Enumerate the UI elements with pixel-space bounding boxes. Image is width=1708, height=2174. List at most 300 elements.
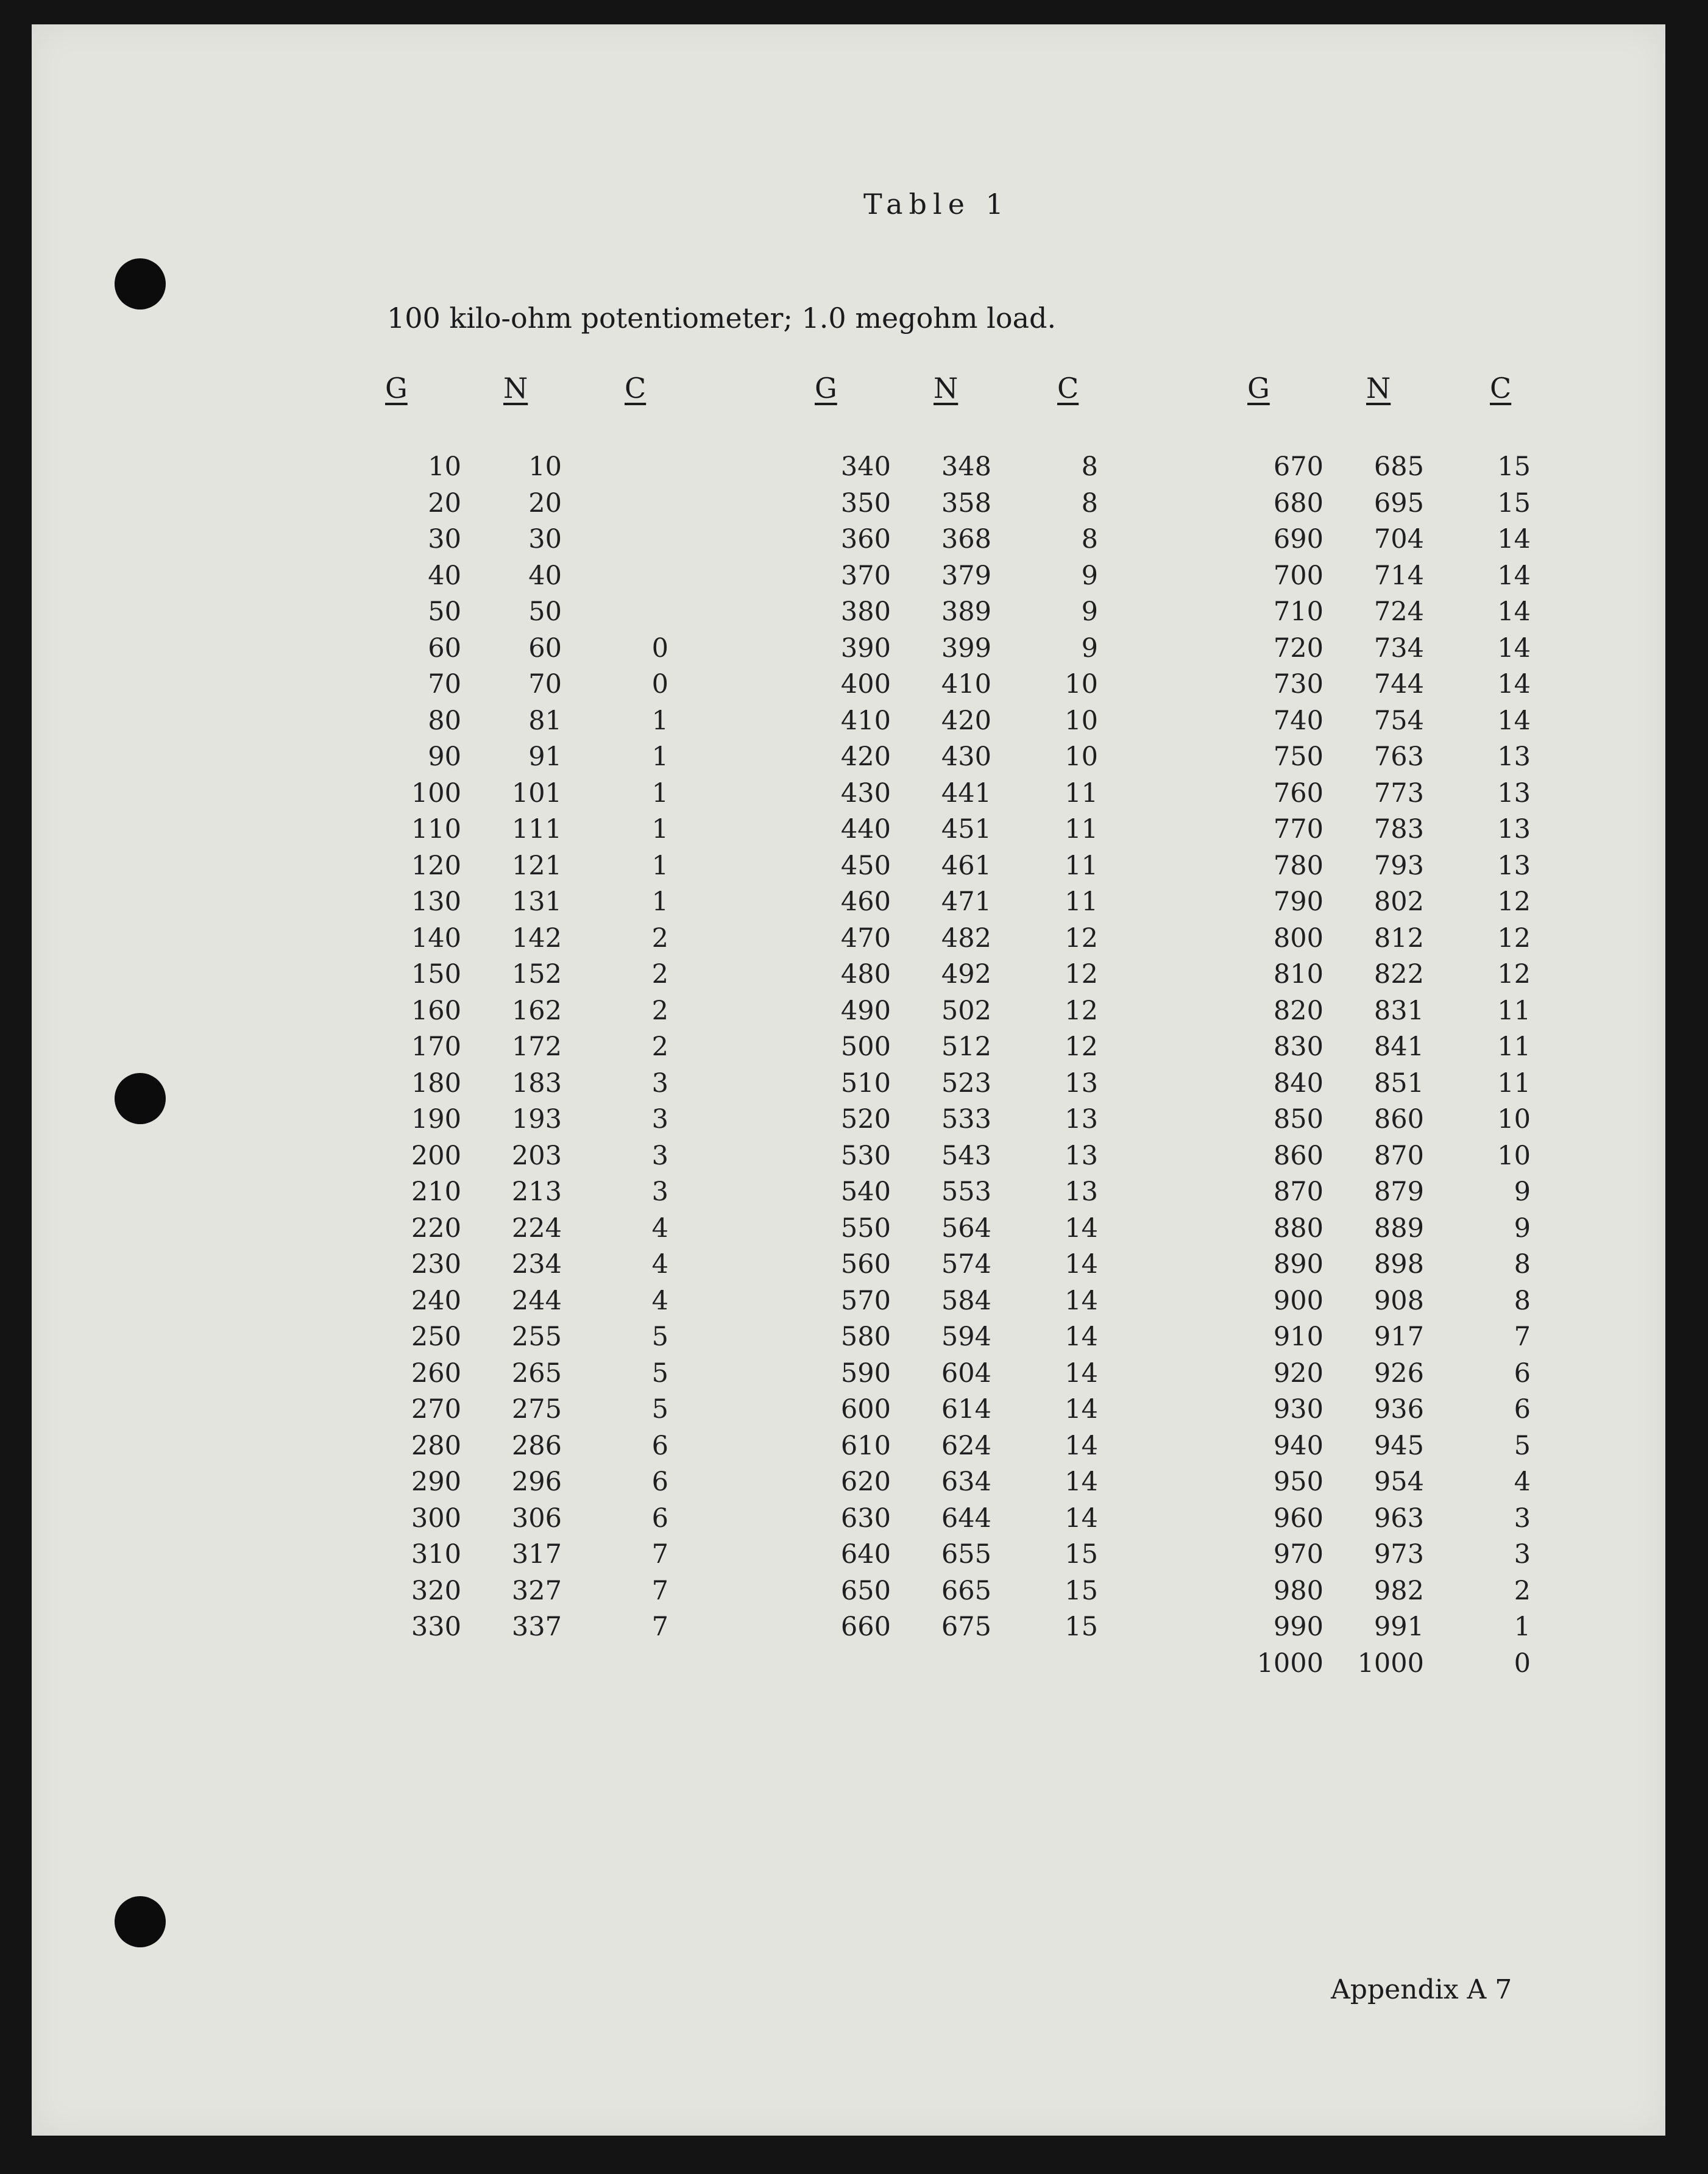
cell-c: 5	[651, 1322, 668, 1352]
cell-n: 624	[941, 1430, 991, 1461]
cell-g: 580	[840, 1322, 891, 1352]
cell-c: 1	[651, 777, 668, 809]
cell-g: 330	[411, 1612, 461, 1642]
cell-g: 810	[1273, 959, 1324, 990]
table-row	[385, 776, 668, 812]
table-row	[815, 884, 1098, 921]
cell-g: 530	[840, 1140, 891, 1171]
table-row	[1247, 1066, 1531, 1102]
cell-g: 730	[1273, 669, 1324, 699]
cell-g: 670	[1273, 451, 1324, 482]
cell-c: 10	[1497, 1140, 1531, 1171]
cell-n: 754	[1373, 705, 1424, 736]
cell-c: 2	[1514, 1575, 1531, 1606]
cell-c: 15	[1497, 451, 1531, 482]
table-row	[1247, 921, 1531, 957]
table-row	[385, 1174, 668, 1211]
cell-g: 850	[1273, 1104, 1324, 1135]
table-row	[815, 1174, 1098, 1211]
cell-g: 780	[1273, 850, 1324, 881]
cell-n: 142	[511, 922, 562, 954]
cell-g: 200	[411, 1140, 461, 1171]
table-row	[385, 1102, 668, 1138]
cell-g: 300	[411, 1503, 461, 1534]
cell-g: 770	[1273, 814, 1324, 844]
table-row	[1247, 1029, 1531, 1066]
cell-c: 9	[1081, 597, 1098, 627]
cell-g: 190	[411, 1104, 461, 1135]
cell-c: 10	[1065, 669, 1098, 699]
table-row	[385, 848, 668, 885]
cell-g: 800	[1273, 922, 1324, 954]
cell-n: 926	[1373, 1358, 1424, 1389]
cell-g: 50	[428, 597, 461, 627]
cell-n: 533	[941, 1104, 991, 1135]
cell-n: 973	[1373, 1539, 1424, 1570]
table-row	[1247, 1609, 1531, 1646]
cell-g: 340	[840, 451, 891, 482]
cell-n: 908	[1373, 1285, 1424, 1316]
table-row	[815, 1464, 1098, 1501]
cell-c: 8	[1514, 1249, 1531, 1280]
cell-n: 584	[941, 1285, 991, 1316]
cell-g: 470	[840, 922, 891, 954]
cell-g: 500	[840, 1032, 891, 1062]
table-row	[385, 1138, 668, 1175]
cell-n: 812	[1373, 922, 1424, 954]
cell-g: 990	[1273, 1612, 1324, 1642]
cell-g: 360	[840, 524, 891, 554]
table-row	[385, 957, 668, 993]
header-c: C	[1490, 372, 1512, 405]
table-row	[815, 1573, 1098, 1610]
table-row	[1247, 1319, 1531, 1356]
cell-n: 358	[941, 487, 991, 519]
cell-c: 4	[651, 1213, 668, 1244]
cell-c: 10	[1497, 1104, 1531, 1135]
cell-g: 440	[840, 814, 891, 844]
cell-n: 879	[1373, 1177, 1424, 1207]
cell-g: 740	[1273, 705, 1324, 736]
table-row	[815, 921, 1098, 957]
table-row	[385, 1609, 668, 1646]
cell-n: 665	[941, 1575, 991, 1606]
cell-c: 13	[1497, 850, 1531, 881]
table-row	[1247, 1501, 1531, 1537]
cell-c: 5	[651, 1394, 668, 1425]
cell-g: 270	[411, 1394, 461, 1425]
cell-g: 680	[1273, 487, 1324, 519]
cell-c: 15	[1065, 1539, 1098, 1570]
cell-g: 870	[1273, 1177, 1324, 1207]
cell-g: 760	[1273, 777, 1324, 809]
table-row	[385, 1283, 668, 1320]
cell-g: 170	[411, 1032, 461, 1062]
cell-c: 4	[651, 1249, 668, 1280]
cell-g: 100	[411, 777, 461, 809]
cell-n: 793	[1373, 850, 1424, 881]
cell-n: 512	[941, 1032, 991, 1062]
cell-c: 12	[1065, 922, 1098, 954]
cell-c: 12	[1497, 922, 1531, 954]
table-row	[385, 1392, 668, 1428]
table-row	[815, 558, 1098, 595]
cell-c: 2	[651, 922, 668, 954]
cell-n: 317	[511, 1539, 562, 1570]
cell-n: 783	[1373, 814, 1424, 844]
table-row	[1247, 1537, 1531, 1573]
cell-g: 880	[1273, 1213, 1324, 1244]
header-n: N	[1366, 372, 1391, 405]
cell-g: 920	[1273, 1358, 1324, 1389]
cell-g: 180	[411, 1068, 461, 1099]
cell-c: 9	[1081, 632, 1098, 664]
cell-n: 20	[528, 487, 562, 519]
cell-g: 630	[840, 1503, 891, 1534]
cell-c: 14	[1065, 1322, 1098, 1352]
cell-g: 10	[428, 451, 461, 482]
cell-g: 960	[1273, 1503, 1324, 1534]
cell-g: 380	[840, 597, 891, 627]
cell-n: 963	[1373, 1503, 1424, 1534]
cell-c: 13	[1065, 1140, 1098, 1171]
table-row	[1247, 1211, 1531, 1247]
cell-c: 11	[1497, 995, 1531, 1026]
cell-n: 244	[511, 1285, 562, 1316]
cell-g: 970	[1273, 1539, 1324, 1570]
cell-g: 640	[840, 1539, 891, 1570]
cell-n: 213	[511, 1177, 562, 1207]
cell-c: 9	[1081, 560, 1098, 591]
cell-c: 3	[1514, 1503, 1531, 1534]
cell-g: 90	[428, 742, 461, 772]
cell-g: 240	[411, 1285, 461, 1316]
cell-n: 193	[511, 1104, 562, 1135]
cell-c: 13	[1497, 814, 1531, 844]
table-row	[1247, 631, 1531, 667]
table-row	[385, 522, 668, 558]
table-row	[1247, 848, 1531, 885]
cell-n: 50	[528, 597, 562, 627]
cell-n: 945	[1373, 1430, 1424, 1461]
cell-c: 6	[1514, 1358, 1531, 1389]
rows-list	[1247, 449, 1531, 1682]
cell-n: 81	[528, 705, 562, 736]
rows-list	[385, 449, 668, 1646]
cell-g: 490	[840, 995, 891, 1026]
table-row	[815, 1102, 1098, 1138]
cell-c: 0	[651, 632, 668, 664]
header-n: N	[503, 372, 528, 405]
cell-c: 0	[651, 669, 668, 699]
table-row	[1247, 1428, 1531, 1465]
cell-n: 482	[941, 922, 991, 954]
cell-c: 1	[651, 814, 668, 844]
cell-n: 655	[941, 1539, 991, 1570]
table-row	[1247, 1283, 1531, 1320]
cell-g: 650	[840, 1575, 891, 1606]
table-row	[815, 1247, 1098, 1283]
cell-n: 296	[511, 1467, 562, 1497]
cell-n: 523	[941, 1068, 991, 1099]
cell-c: 14	[1065, 1358, 1098, 1389]
cell-n: 543	[941, 1140, 991, 1171]
document-page	[32, 24, 1665, 2136]
table-row	[815, 1029, 1098, 1066]
table-row	[815, 957, 1098, 993]
table-row	[815, 1428, 1098, 1465]
table-row	[1247, 1102, 1531, 1138]
table-row	[385, 1247, 668, 1283]
cell-n: 255	[511, 1322, 562, 1352]
cell-c: 14	[1065, 1503, 1098, 1534]
cell-n: 286	[511, 1430, 562, 1461]
punch-hole-top	[115, 258, 166, 310]
table-row	[815, 667, 1098, 703]
cell-g: 560	[840, 1249, 891, 1280]
cell-g: 150	[411, 959, 461, 990]
cell-g: 750	[1273, 742, 1324, 772]
table-row	[385, 812, 668, 848]
cell-c: 14	[1065, 1213, 1098, 1244]
cell-g: 70	[428, 669, 461, 699]
cell-n: 172	[511, 1032, 562, 1062]
cell-c: 10	[1065, 705, 1098, 736]
cell-n: 604	[941, 1358, 991, 1389]
cell-c: 1	[1514, 1612, 1531, 1642]
table-row	[1247, 1464, 1531, 1501]
table-row	[1247, 594, 1531, 631]
table-row	[1247, 522, 1531, 558]
table-row	[815, 1392, 1098, 1428]
cell-c: 13	[1065, 1104, 1098, 1135]
cell-g: 510	[840, 1068, 891, 1099]
table-row	[385, 1356, 668, 1392]
cell-c: 5	[1514, 1430, 1531, 1461]
cell-c: 11	[1065, 814, 1098, 844]
cell-c: 12	[1065, 959, 1098, 990]
table-subtitle: 100 kilo-ohm potentiometer; 1.0 megohm load.	[387, 302, 1057, 335]
table-row	[385, 993, 668, 1030]
cell-n: 389	[941, 597, 991, 627]
cell-g: 980	[1273, 1575, 1324, 1606]
cell-g: 370	[840, 560, 891, 591]
cell-n: 327	[511, 1575, 562, 1606]
cell-c: 13	[1497, 777, 1531, 809]
cell-g: 20	[428, 487, 461, 519]
table-row	[385, 1211, 668, 1247]
cell-c: 9	[1514, 1213, 1531, 1244]
table-row	[815, 486, 1098, 522]
table-row	[815, 1356, 1098, 1392]
cell-c: 15	[1497, 487, 1531, 519]
cell-n: 203	[511, 1140, 562, 1171]
cell-n: 451	[941, 814, 991, 844]
cell-c: 10	[1065, 742, 1098, 772]
punch-hole-bottom	[115, 1896, 166, 1947]
cell-n: 70	[528, 669, 562, 699]
cell-c: 11	[1065, 887, 1098, 917]
cell-g: 250	[411, 1322, 461, 1352]
cell-c: 14	[1065, 1467, 1098, 1497]
cell-n: 183	[511, 1068, 562, 1099]
cell-c: 14	[1497, 669, 1531, 699]
cell-c: 8	[1081, 524, 1098, 554]
cell-n: 773	[1373, 777, 1424, 809]
cell-n: 860	[1373, 1104, 1424, 1135]
cell-g: 610	[840, 1430, 891, 1461]
table-row	[1247, 739, 1531, 776]
cell-g: 210	[411, 1177, 461, 1207]
cell-g: 310	[411, 1539, 461, 1570]
cell-c: 11	[1497, 1068, 1531, 1099]
table-row	[815, 594, 1098, 631]
table-row	[385, 1029, 668, 1066]
cell-g: 520	[840, 1104, 891, 1135]
cell-n: 152	[511, 959, 562, 990]
table-row	[1247, 1646, 1531, 1682]
table-row	[1247, 486, 1531, 522]
cell-c: 3	[1514, 1539, 1531, 1570]
header-g: G	[1247, 372, 1270, 405]
cell-c: 6	[1514, 1394, 1531, 1425]
cell-g: 900	[1273, 1285, 1324, 1316]
table-row	[385, 631, 668, 667]
cell-n: 564	[941, 1213, 991, 1244]
cell-c: 14	[1497, 632, 1531, 664]
cell-c: 13	[1065, 1177, 1098, 1207]
cell-n: 131	[511, 887, 562, 917]
cell-g: 840	[1273, 1068, 1324, 1099]
cell-c: 14	[1065, 1249, 1098, 1280]
cell-c: 6	[651, 1503, 668, 1534]
cell-g: 220	[411, 1213, 461, 1244]
table-row	[815, 631, 1098, 667]
cell-c: 14	[1497, 705, 1531, 736]
cell-n: 695	[1373, 487, 1424, 519]
cell-n: 111	[511, 814, 562, 844]
cell-n: 594	[941, 1322, 991, 1352]
cell-c: 12	[1497, 959, 1531, 990]
cell-g: 60	[428, 632, 461, 664]
cell-c: 8	[1514, 1285, 1531, 1316]
cell-n: 91	[528, 742, 562, 772]
cell-c: 3	[651, 1177, 668, 1207]
cell-n: 991	[1373, 1612, 1424, 1642]
cell-n: 40	[528, 560, 562, 591]
cell-g: 930	[1273, 1394, 1324, 1425]
cell-c: 3	[651, 1140, 668, 1171]
table-row	[1247, 703, 1531, 740]
cell-g: 80	[428, 705, 461, 736]
table-row	[385, 1428, 668, 1465]
table-row	[1247, 1356, 1531, 1392]
cell-g: 410	[840, 705, 891, 736]
table-row	[385, 1464, 668, 1501]
table-title: Table 1	[863, 188, 1010, 221]
cell-n: 870	[1373, 1140, 1424, 1171]
header-c: C	[625, 372, 647, 405]
cell-n: 685	[1373, 451, 1424, 482]
cell-g: 400	[840, 669, 891, 699]
cell-g: 120	[411, 850, 461, 881]
cell-n: 224	[511, 1213, 562, 1244]
table-row	[815, 1283, 1098, 1320]
header-g: G	[815, 372, 837, 405]
cell-c: 1	[651, 705, 668, 736]
cell-c: 1	[651, 742, 668, 772]
cell-n: 471	[941, 887, 991, 917]
table-row	[815, 1319, 1098, 1356]
cell-n: 368	[941, 524, 991, 554]
table-row	[385, 1573, 668, 1610]
cell-g: 710	[1273, 597, 1324, 627]
table-row	[1247, 1573, 1531, 1610]
cell-n: 337	[511, 1612, 562, 1642]
cell-n: 982	[1373, 1575, 1424, 1606]
table-row	[815, 739, 1098, 776]
table-row	[385, 921, 668, 957]
cell-n: 553	[941, 1177, 991, 1207]
cell-g: 40	[428, 560, 461, 591]
cell-c: 1	[651, 887, 668, 917]
cell-g: 320	[411, 1575, 461, 1606]
cell-g: 480	[840, 959, 891, 990]
table-row	[815, 1537, 1098, 1573]
table-row	[385, 1537, 668, 1573]
cell-g: 430	[840, 777, 891, 809]
cell-c: 6	[651, 1430, 668, 1461]
cell-g: 940	[1273, 1430, 1324, 1461]
cell-n: 574	[941, 1249, 991, 1280]
page-footer: Appendix A 7	[1331, 1974, 1512, 2005]
table-row	[385, 667, 668, 703]
cell-c: 11	[1497, 1032, 1531, 1062]
cell-n: 430	[941, 742, 991, 772]
cell-g: 110	[411, 814, 461, 844]
cell-c: 14	[1497, 524, 1531, 554]
cell-n: 30	[528, 524, 562, 554]
table-row	[815, 1211, 1098, 1247]
cell-g: 720	[1273, 632, 1324, 664]
cell-n: 121	[511, 850, 562, 881]
cell-g: 130	[411, 887, 461, 917]
cell-g: 230	[411, 1249, 461, 1280]
table-row	[815, 1066, 1098, 1102]
cell-g: 1000	[1256, 1648, 1324, 1679]
cell-n: 644	[941, 1503, 991, 1534]
cell-c: 7	[651, 1575, 668, 1606]
cell-c: 14	[1065, 1430, 1098, 1461]
table-row	[1247, 776, 1531, 812]
cell-g: 390	[840, 632, 891, 664]
cell-c: 6	[651, 1467, 668, 1497]
cell-n: 724	[1373, 597, 1424, 627]
table-row	[815, 776, 1098, 812]
cell-g: 620	[840, 1467, 891, 1497]
cell-c: 15	[1065, 1575, 1098, 1606]
table-row	[385, 449, 668, 486]
cell-c: 12	[1065, 1032, 1098, 1062]
cell-g: 950	[1273, 1467, 1324, 1497]
table-row	[1247, 667, 1531, 703]
cell-n: 763	[1373, 742, 1424, 772]
cell-g: 280	[411, 1430, 461, 1461]
cell-n: 614	[941, 1394, 991, 1425]
cell-n: 841	[1373, 1032, 1424, 1062]
cell-g: 860	[1273, 1140, 1324, 1171]
table-row	[1247, 449, 1531, 486]
